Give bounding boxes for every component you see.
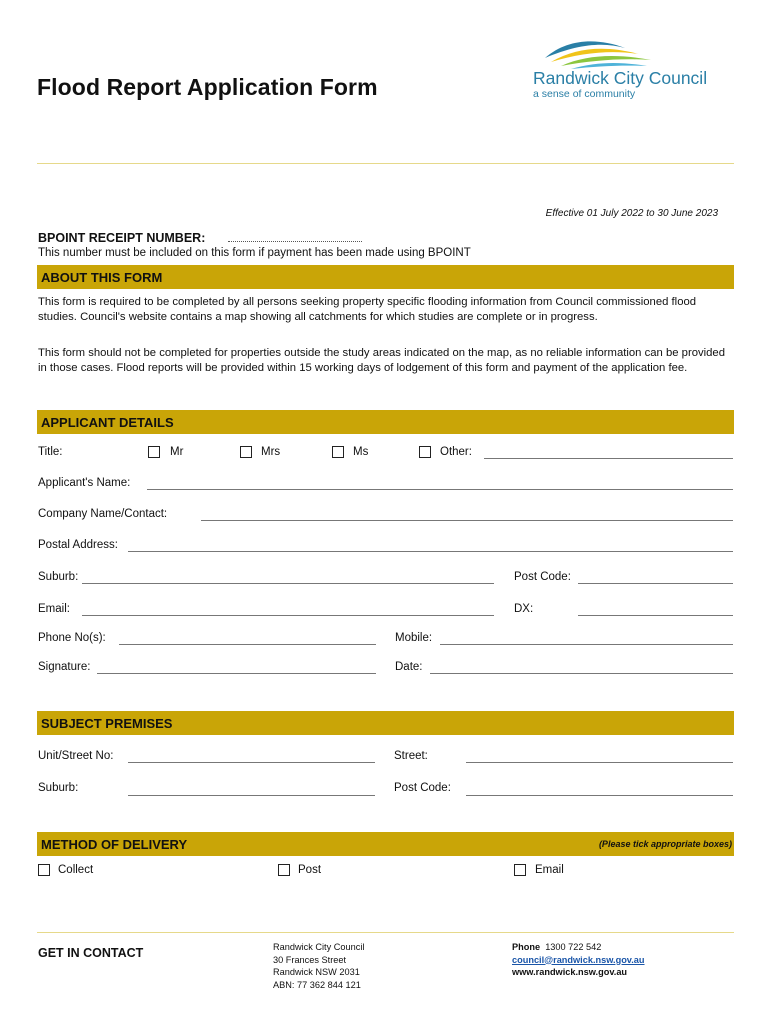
mobile-field[interactable] xyxy=(440,644,733,645)
title-other-checkbox[interactable] xyxy=(419,446,431,458)
logo-tagline: a sense of community xyxy=(533,88,636,100)
mobile-label: Mobile: xyxy=(395,632,433,644)
address-street: 30 Frances Street xyxy=(273,954,347,965)
wave-logo-icon xyxy=(543,36,653,70)
delivery-email-checkbox[interactable] xyxy=(514,864,526,876)
premises-suburb-field[interactable] xyxy=(128,795,375,796)
phone-line xyxy=(512,941,645,954)
phone-number: 1300 722 542 xyxy=(545,942,602,952)
address-abn: ABN: 77 362 844 121 xyxy=(273,979,361,990)
title-label: Title: xyxy=(38,446,63,458)
delivery-section-header xyxy=(37,832,734,856)
council-address xyxy=(273,941,364,991)
footer-divider xyxy=(37,932,734,933)
delivery-post-checkbox[interactable] xyxy=(278,864,290,876)
dx-label: DX: xyxy=(514,603,534,615)
about-paragraph-2: This form should not be completed for properties outside the study areas indicated on the map, as no reliable information can be provided in those cases. Flood reports will be provided within 15 working days of lodgement of this form and payment of the application fee. xyxy=(38,347,725,374)
title-mrs-checkbox[interactable] xyxy=(240,446,252,458)
street-label: Street: xyxy=(394,750,428,762)
delivery-note: (Please tick appropriate boxes) xyxy=(598,839,732,849)
address-city: Randwick NSW 2031 xyxy=(273,967,360,977)
signature-field[interactable] xyxy=(97,673,376,674)
bpoint-label: BPOINT RECEIPT NUMBER: xyxy=(38,231,206,245)
signature-label: Signature: xyxy=(38,661,91,673)
header-divider xyxy=(37,163,734,164)
applicant-section-header xyxy=(37,410,734,434)
street-field[interactable] xyxy=(466,762,733,763)
effective-dates: Effective 01 July 2022 to 30 June 2023 xyxy=(545,208,718,219)
contact-heading: GET IN CONTACT xyxy=(38,946,144,960)
page-title: Flood Report Application Form xyxy=(37,74,378,100)
applicant-name-label: Applicant's Name: xyxy=(38,477,131,489)
applicant-suburb-field[interactable] xyxy=(82,583,494,584)
delivery-email-label: Email xyxy=(535,864,564,876)
title-ms-checkbox[interactable] xyxy=(332,446,344,458)
council-logo xyxy=(529,36,739,100)
phone-field[interactable] xyxy=(119,644,376,645)
premises-postcode-label: Post Code: xyxy=(394,782,451,794)
delivery-post-label: Post xyxy=(298,864,322,876)
title-mr-checkbox[interactable] xyxy=(148,446,160,458)
website-link[interactable]: www.randwick.nsw.gov.au xyxy=(512,967,628,977)
date-field[interactable] xyxy=(430,673,733,674)
section-title: SUBJECT PREMISES xyxy=(41,716,173,731)
applicant-postcode-field[interactable] xyxy=(578,583,733,584)
title-mr-label: Mr xyxy=(170,446,184,458)
title-other-label: Other: xyxy=(440,446,472,458)
unit-street-field[interactable] xyxy=(128,762,375,763)
title-ms-label: Ms xyxy=(353,446,369,458)
applicant-postcode-label: Post Code: xyxy=(514,571,571,583)
postal-address-label: Postal Address: xyxy=(38,539,118,551)
about-paragraph-1: This form is required to be completed by all persons seeking property specific flooding information from Council commissioned flood studies. Council's website contains a map showing all catchments for which studies are complete or in progress. xyxy=(38,296,697,323)
address-org: Randwick City Council xyxy=(273,942,365,952)
bpoint-receipt-field[interactable] xyxy=(228,236,362,242)
date-label: Date: xyxy=(395,661,423,673)
delivery-collect-checkbox[interactable] xyxy=(38,864,50,876)
phone-line-label: Phone xyxy=(512,942,541,952)
section-title: APPLICANT DETAILS xyxy=(41,415,174,430)
company-label: Company Name/Contact: xyxy=(38,508,168,520)
email-link[interactable]: council@randwick.nsw.gov.au xyxy=(512,954,645,965)
delivery-collect-label: Collect xyxy=(58,864,94,876)
about-section-header xyxy=(37,265,734,289)
applicant-name-field[interactable] xyxy=(147,489,733,490)
email-field[interactable] xyxy=(82,615,494,616)
unit-street-label: Unit/Street No: xyxy=(38,750,114,762)
applicant-suburb-label: Suburb: xyxy=(38,571,79,583)
logo-name: Randwick City Council xyxy=(533,68,708,88)
premises-suburb-label: Suburb: xyxy=(38,782,79,794)
company-field[interactable] xyxy=(201,520,733,521)
section-title: METHOD OF DELIVERY xyxy=(41,837,188,852)
section-title: ABOUT THIS FORM xyxy=(41,270,163,285)
title-other-field[interactable] xyxy=(484,458,733,459)
premises-section-header xyxy=(37,711,734,735)
contact-details xyxy=(512,941,645,979)
bpoint-note: This number must be included on this form if payment has been made using BPOINT xyxy=(38,247,471,259)
postal-address-field[interactable] xyxy=(128,551,733,552)
premises-postcode-field[interactable] xyxy=(466,795,733,796)
dx-field[interactable] xyxy=(578,615,733,616)
email-label: Email: xyxy=(38,603,70,615)
title-mrs-label: Mrs xyxy=(261,446,281,458)
phone-label: Phone No(s): xyxy=(38,632,106,644)
